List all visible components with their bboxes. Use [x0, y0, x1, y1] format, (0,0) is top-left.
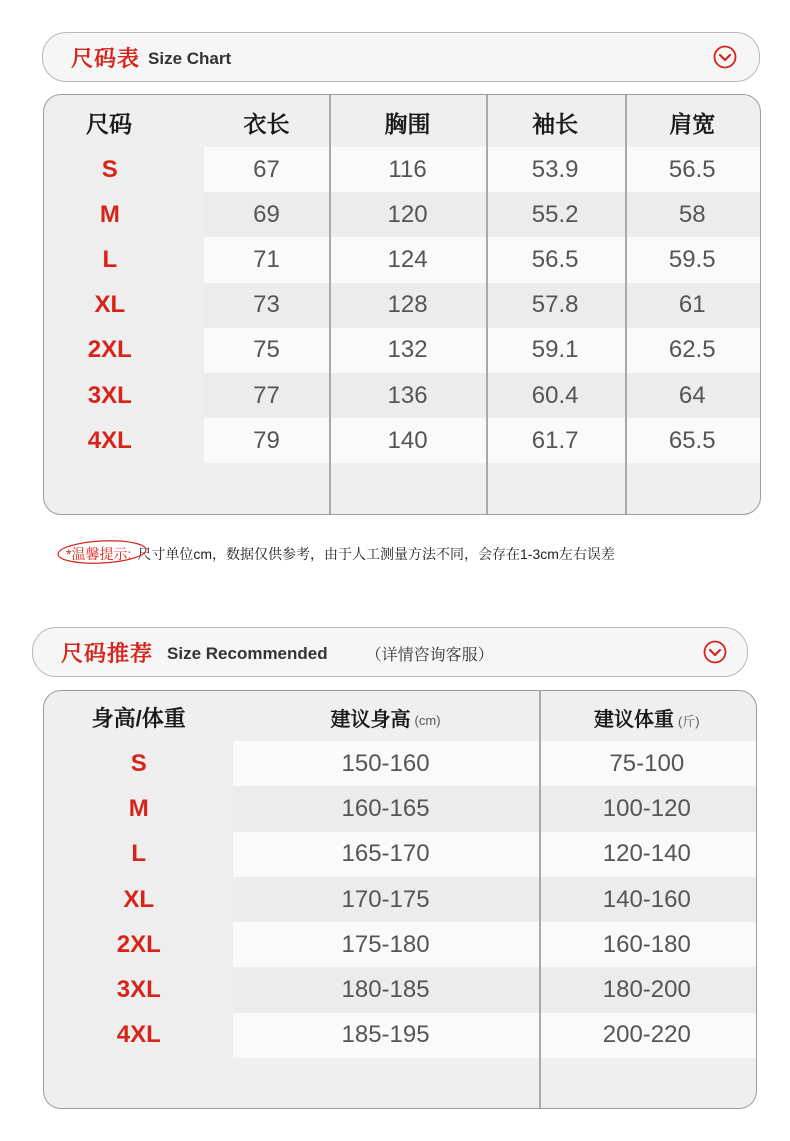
chevron-down-circle-icon[interactable] — [713, 45, 737, 69]
length-value: 67 — [204, 147, 330, 192]
sleeve-value: 55.2 — [486, 192, 625, 237]
note-text: 尺寸单位cm，数据仅供参考，由于人工测量方法不同，会存在1-3cm左右误差 — [137, 546, 615, 562]
column-header-sleeve: 袖长 — [532, 110, 579, 137]
size-label: XL — [44, 283, 204, 328]
size-label: L — [44, 832, 233, 877]
chest-value: 124 — [329, 237, 486, 282]
table-header-row — [44, 95, 760, 149]
table-row — [44, 283, 760, 328]
column-header-length: 衣长 — [243, 110, 290, 137]
size-label: L — [44, 237, 204, 282]
note-tag-text: *温馨提示: — [66, 546, 132, 562]
shoulder-value: 61 — [624, 283, 760, 328]
table-row — [44, 147, 760, 192]
column-header-chest: 胸围 — [384, 110, 431, 137]
column-divider — [539, 691, 541, 1108]
table-row — [44, 373, 760, 418]
table-header-row — [44, 691, 756, 743]
table-row — [44, 832, 756, 877]
table-row — [44, 922, 756, 967]
column-header-weight — [538, 691, 756, 743]
size-label: 4XL — [44, 418, 204, 463]
column-header-size: 尺码 — [86, 110, 132, 137]
chest-value: 120 — [329, 192, 486, 237]
length-value: 75 — [204, 328, 330, 373]
shoulder-value: 58 — [624, 192, 760, 237]
chest-value: 128 — [329, 283, 486, 328]
sleeve-value: 57.8 — [486, 283, 625, 328]
size-label: XL — [44, 877, 233, 922]
shoulder-value: 59.5 — [624, 237, 760, 282]
measurement-note — [62, 542, 615, 566]
size-label: 2XL — [44, 328, 204, 373]
length-value: 79 — [204, 418, 330, 463]
column-divider — [329, 95, 331, 514]
size-recommend-title: 尺码推荐 — [61, 640, 154, 666]
column-header-shoulder: 肩宽 — [669, 110, 716, 137]
sleeve-value: 61.7 — [486, 418, 625, 463]
weight-range: 100-120 — [538, 786, 756, 831]
chest-value: 136 — [329, 373, 486, 418]
sleeve-value: 60.4 — [486, 373, 625, 418]
size-label: M — [44, 786, 233, 831]
column-divider — [486, 95, 488, 514]
chest-value: 132 — [329, 328, 486, 373]
size-recommend-title-en: Size Recommended — [167, 643, 328, 663]
table-row — [44, 877, 756, 922]
sleeve-value: 53.9 — [486, 147, 625, 192]
column-header-height-unit: (cm) — [414, 712, 441, 728]
size-chart-title-en: Size Chart — [148, 48, 232, 68]
table-row — [44, 741, 756, 786]
table-row — [44, 1013, 756, 1058]
chest-value: 140 — [329, 418, 486, 463]
length-value: 77 — [204, 373, 330, 418]
table-row — [44, 237, 760, 282]
sleeve-value: 56.5 — [486, 237, 625, 282]
height-range: 170-175 — [233, 877, 537, 922]
length-value: 71 — [204, 237, 330, 282]
table-row — [44, 328, 760, 373]
size-chart-title: 尺码表 — [71, 45, 141, 71]
table-row — [44, 786, 756, 831]
weight-range: 140-160 — [538, 877, 756, 922]
shoulder-value: 62.5 — [624, 328, 760, 373]
column-divider — [625, 95, 627, 514]
note-tag — [62, 542, 135, 566]
size-label: 2XL — [44, 922, 233, 967]
shoulder-value: 65.5 — [624, 418, 760, 463]
shoulder-value: 64 — [624, 373, 760, 418]
weight-range: 180-200 — [538, 968, 756, 1013]
weight-range: 200-220 — [538, 1013, 756, 1058]
chest-value: 116 — [329, 147, 486, 192]
table-row — [44, 192, 760, 237]
size-label: S — [44, 741, 233, 786]
column-header-weight-unit: (斤) — [677, 713, 700, 729]
size-chart-table — [43, 94, 761, 515]
size-label: 3XL — [44, 373, 204, 418]
size-label: S — [44, 147, 204, 192]
length-value: 73 — [204, 283, 330, 328]
size-recommend-header[interactable] — [32, 627, 748, 677]
chevron-down-circle-icon[interactable] — [703, 640, 727, 664]
column-header-size — [44, 691, 233, 743]
size-chart-header[interactable] — [42, 32, 760, 82]
height-range: 150-160 — [233, 741, 537, 786]
size-label: 4XL — [44, 1013, 233, 1058]
table-row — [44, 418, 760, 463]
weight-range: 75-100 — [538, 741, 756, 786]
column-header-size-label: 身高/体重 — [91, 705, 186, 731]
ellipse-highlight-icon — [56, 537, 148, 567]
column-header-height — [233, 691, 537, 743]
weight-range: 160-180 — [538, 922, 756, 967]
height-range: 175-180 — [233, 922, 537, 967]
length-value: 69 — [204, 192, 330, 237]
weight-range: 120-140 — [538, 832, 756, 877]
size-recommend-subtitle: （详情咨询客服） — [365, 646, 494, 664]
table-row — [44, 968, 756, 1013]
column-header-weight-label: 建议体重 — [593, 708, 674, 731]
shoulder-value: 56.5 — [624, 147, 760, 192]
size-label: 3XL — [44, 968, 233, 1013]
height-range: 185-195 — [233, 1013, 537, 1058]
column-header-height-label: 建议身高 — [330, 708, 411, 731]
height-range: 165-170 — [233, 832, 537, 877]
size-recommend-table — [43, 690, 757, 1109]
size-label: M — [44, 192, 204, 237]
sleeve-value: 59.1 — [486, 328, 625, 373]
height-range: 160-165 — [233, 786, 537, 831]
height-range: 180-185 — [233, 968, 537, 1013]
